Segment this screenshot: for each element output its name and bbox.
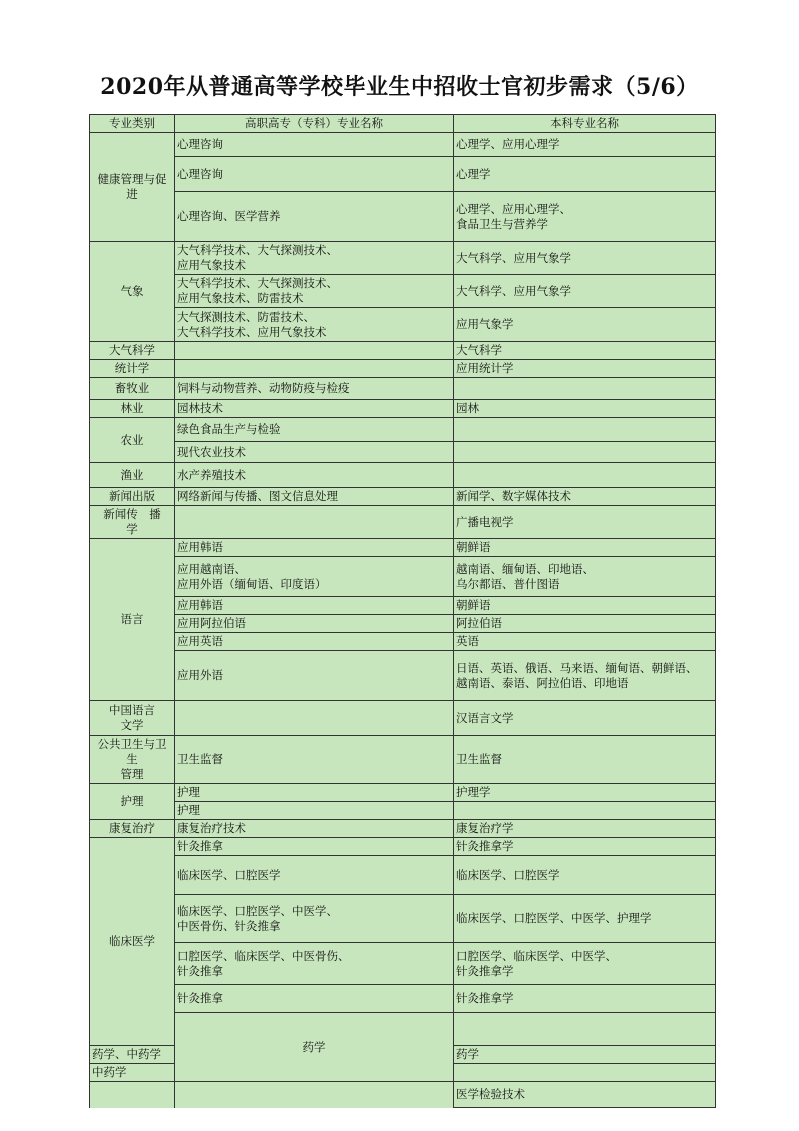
undergraduate-major-cell: 心理学、应用心理学 bbox=[454, 133, 716, 157]
table-row bbox=[90, 308, 716, 342]
table-row bbox=[90, 463, 716, 488]
undergraduate-major-cell bbox=[454, 802, 716, 820]
undergraduate-major-cell: 大气科学 bbox=[454, 342, 716, 360]
header-undergraduate-major: 本科专业名称 bbox=[454, 115, 716, 133]
undergraduate-major-cell: 汉语言文学 bbox=[454, 701, 716, 736]
undergraduate-major-cell: 大气科学、应用气象学 bbox=[454, 275, 716, 308]
table-row bbox=[90, 784, 716, 802]
undergraduate-major-cell: 口腔医学、临床医学、中医学、 针灸推拿学 bbox=[454, 943, 716, 985]
vocational-major-cell: 大气科学技术、大气探测技术、 应用气象技术、防雷技术 bbox=[175, 275, 454, 308]
category-cell: 康复治疗 bbox=[90, 820, 175, 838]
undergraduate-major-cell: 日语、英语、俄语、马来语、缅甸语、朝鲜语、 越南语、泰语、阿拉伯语、印地语 bbox=[454, 651, 716, 701]
table-row bbox=[90, 242, 716, 275]
vocational-major-cell: 应用英语 bbox=[175, 633, 454, 651]
undergraduate-major-cell bbox=[454, 378, 716, 400]
undergraduate-major-cell: 新闻学、数字媒体技术 bbox=[454, 488, 716, 506]
header-vocational-major: 高职高专（专科）专业名称 bbox=[175, 115, 454, 133]
vocational-major-cell: 饲料与动物营养、动物防疫与检疫 bbox=[175, 378, 454, 400]
undergraduate-major-cell: 阿拉伯语 bbox=[454, 615, 716, 633]
undergraduate-major-cell bbox=[454, 442, 716, 463]
table-row bbox=[90, 701, 716, 736]
vocational-major-cell: 心理咨询 bbox=[175, 133, 454, 157]
vocational-major-cell: 中药学 bbox=[90, 1064, 175, 1082]
undergraduate-major-cell: 药学 bbox=[454, 1046, 716, 1064]
table-row bbox=[90, 488, 716, 506]
table-row bbox=[90, 418, 716, 442]
vocational-major-cell: 临床医学、口腔医学 bbox=[175, 856, 454, 895]
header-category: 专业类别 bbox=[90, 115, 175, 133]
undergraduate-major-cell: 心理学、应用心理学、 食品卫生与营养学 bbox=[454, 192, 716, 242]
table-row bbox=[90, 342, 716, 360]
undergraduate-major-cell: 卫生监督 bbox=[454, 736, 716, 784]
table-row bbox=[90, 633, 716, 651]
vocational-major-cell: 应用越南语、 应用外语（缅甸语、印度语） bbox=[175, 557, 454, 597]
vocational-major-cell bbox=[454, 1013, 716, 1046]
vocational-major-cell: 绿色食品生产与检验 bbox=[175, 418, 454, 442]
requirements-table bbox=[89, 114, 716, 1108]
vocational-major-cell: 应用韩语 bbox=[175, 539, 454, 557]
undergraduate-major-cell: 英语 bbox=[454, 633, 716, 651]
table-row bbox=[90, 378, 716, 400]
category-cell: 渔业 bbox=[90, 463, 175, 488]
vocational-major-cell bbox=[175, 701, 454, 736]
category-cell: 药学 bbox=[175, 1013, 454, 1082]
table-row bbox=[90, 802, 716, 820]
table-row bbox=[90, 985, 716, 1013]
undergraduate-major-cell: 临床医学、口腔医学 bbox=[454, 856, 716, 895]
table-row bbox=[90, 1013, 716, 1046]
undergraduate-major-cell: 朝鲜语 bbox=[454, 597, 716, 615]
table-row bbox=[90, 442, 716, 463]
vocational-major-cell: 网络新闻与传播、图文信息处理 bbox=[175, 488, 454, 506]
table-row bbox=[90, 360, 716, 378]
category-cell: 新闻传 播 学 bbox=[90, 506, 175, 539]
category-cell: 公共卫生与卫生 管理 bbox=[90, 736, 175, 784]
vocational-major-cell bbox=[175, 342, 454, 360]
vocational-major-cell: 大气科学技术、大气探测技术、 应用气象技术 bbox=[175, 242, 454, 275]
table-row bbox=[90, 192, 716, 242]
vocational-major-cell bbox=[175, 360, 454, 378]
vocational-major-cell: 康复治疗技术 bbox=[175, 820, 454, 838]
vocational-major-cell bbox=[175, 506, 454, 539]
undergraduate-major-cell: 护理学 bbox=[454, 784, 716, 802]
table-row bbox=[90, 856, 716, 895]
category-cell: 统计学 bbox=[90, 360, 175, 378]
undergraduate-major-cell: 朝鲜语 bbox=[454, 539, 716, 557]
undergraduate-major-cell: 针灸推拿学 bbox=[454, 838, 716, 856]
table-row bbox=[90, 895, 716, 943]
table-header-row bbox=[90, 115, 716, 133]
category-cell: 中国语言 文学 bbox=[90, 701, 175, 736]
table-row bbox=[90, 157, 716, 192]
undergraduate-major-cell: 广播电视学 bbox=[454, 506, 716, 539]
table-row bbox=[90, 736, 716, 784]
vocational-major-cell: 护理 bbox=[175, 802, 454, 820]
category-cell: 临床医学 bbox=[90, 838, 175, 1046]
table-row bbox=[90, 838, 716, 856]
undergraduate-major-cell: 应用统计学 bbox=[454, 360, 716, 378]
vocational-major-cell: 心理咨询、医学营养 bbox=[175, 192, 454, 242]
table-row bbox=[90, 557, 716, 597]
table-row bbox=[90, 651, 716, 701]
undergraduate-major-cell: 园林 bbox=[454, 400, 716, 418]
table-row bbox=[90, 597, 716, 615]
undergraduate-major-cell bbox=[454, 1064, 716, 1082]
vocational-major-cell: 卫生监督 bbox=[175, 736, 454, 784]
table-row bbox=[90, 1082, 716, 1108]
vocational-major-cell: 针灸推拿 bbox=[175, 985, 454, 1013]
vocational-major-cell: 心理咨询 bbox=[175, 157, 454, 192]
page-title: 2020年从普通高等学校毕业生中招收士官初步需求（5/6） bbox=[100, 74, 699, 100]
table-row bbox=[90, 820, 716, 838]
table-row bbox=[90, 943, 716, 985]
category-cell: 农业 bbox=[90, 418, 175, 463]
undergraduate-major-cell: 心理学 bbox=[454, 157, 716, 192]
table-row bbox=[90, 133, 716, 157]
vocational-major-cell: 应用外语 bbox=[175, 651, 454, 701]
vocational-major-cell: 药学、中药学 bbox=[90, 1046, 175, 1064]
table-row bbox=[90, 400, 716, 418]
category-cell: 畜牧业 bbox=[90, 378, 175, 400]
vocational-major-cell bbox=[175, 1082, 454, 1108]
table-row bbox=[90, 275, 716, 308]
vocational-major-cell: 水产养殖技术 bbox=[175, 463, 454, 488]
vocational-major-cell: 园林技术 bbox=[175, 400, 454, 418]
vocational-major-cell: 大气探测技术、防雷技术、 大气科学技术、应用气象技术 bbox=[175, 308, 454, 342]
category-cell: 林业 bbox=[90, 400, 175, 418]
undergraduate-major-cell: 越南语、缅甸语、印地语、 乌尔都语、普什图语 bbox=[454, 557, 716, 597]
category-cell: 语言 bbox=[90, 539, 175, 701]
vocational-major-cell: 护理 bbox=[175, 784, 454, 802]
category-cell: 护理 bbox=[90, 784, 175, 820]
vocational-major-cell: 口腔医学、临床医学、中医骨伤、 针灸推拿 bbox=[175, 943, 454, 985]
undergraduate-major-cell bbox=[454, 463, 716, 488]
vocational-major-cell: 针灸推拿 bbox=[175, 838, 454, 856]
vocational-major-cell: 临床医学、口腔医学、中医学、 中医骨伤、针灸推拿 bbox=[175, 895, 454, 943]
vocational-major-cell: 应用韩语 bbox=[175, 597, 454, 615]
table-row bbox=[90, 539, 716, 557]
category-cell: 大气科学 bbox=[90, 342, 175, 360]
category-cell: 气象 bbox=[90, 242, 175, 342]
category-cell: 新闻出版 bbox=[90, 488, 175, 506]
undergraduate-major-cell: 康复治疗学 bbox=[454, 820, 716, 838]
table-row bbox=[90, 615, 716, 633]
undergraduate-major-cell: 应用气象学 bbox=[454, 308, 716, 342]
category-cell: 健康管理与促进 bbox=[90, 133, 175, 242]
undergraduate-major-cell: 针灸推拿学 bbox=[454, 985, 716, 1013]
undergraduate-major-cell bbox=[454, 418, 716, 442]
undergraduate-major-cell: 大气科学、应用气象学 bbox=[454, 242, 716, 275]
undergraduate-major-cell: 医学检验技术 bbox=[454, 1082, 716, 1108]
undergraduate-major-cell: 临床医学、口腔医学、中医学、护理学 bbox=[454, 895, 716, 943]
table-row bbox=[90, 506, 716, 539]
vocational-major-cell: 现代农业技术 bbox=[175, 442, 454, 463]
category-cell bbox=[90, 1082, 175, 1108]
vocational-major-cell: 应用阿拉伯语 bbox=[175, 615, 454, 633]
